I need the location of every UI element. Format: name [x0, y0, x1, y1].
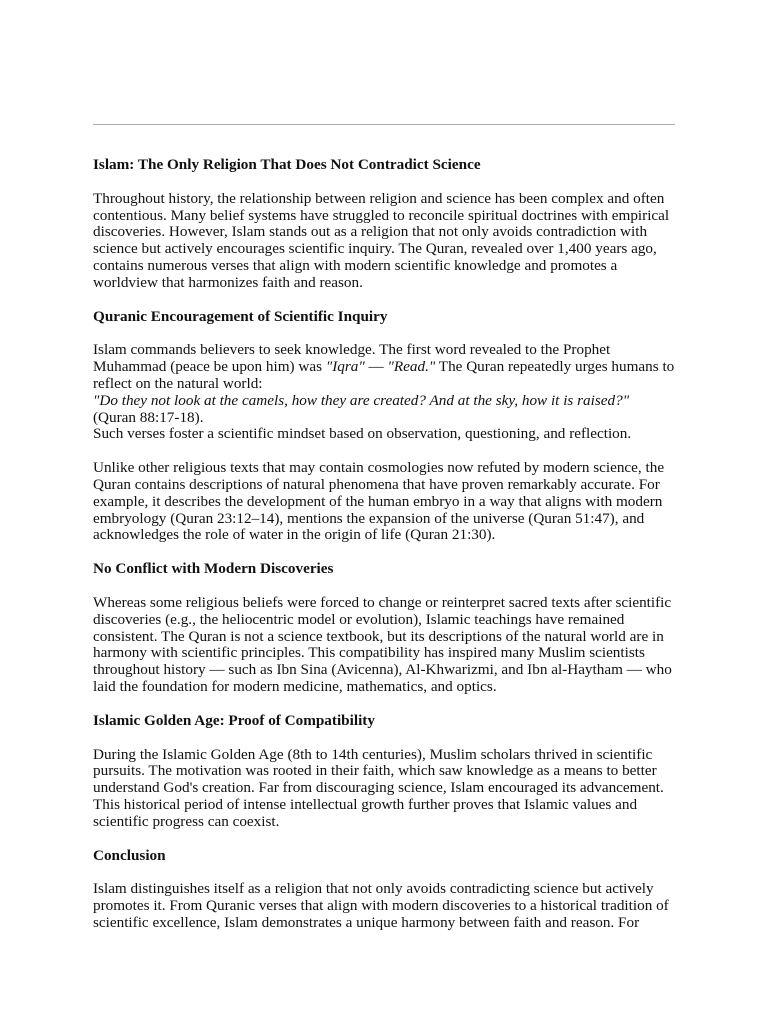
- verse-citation: (Quran 88:17-18).: [93, 408, 204, 426]
- paragraph-text: The Quran repeatedly urges humans to reflect on the natural world:: [93, 358, 675, 392]
- em-dash: —: [364, 358, 388, 376]
- section-heading-golden-age: Islamic Golden Age: Proof of Compatibility: [93, 711, 375, 729]
- section-heading-quranic-encouragement: Quranic Encouragement of Scientific Inquiry: [93, 307, 388, 325]
- read-quote: "Read.": [387, 358, 436, 376]
- paragraph-text: Islam commands believers to seek knowledge. The first word revealed to the Prophet Muhammad (peace be upon him) was: [93, 341, 611, 376]
- horizontal-rule: [93, 124, 675, 125]
- intro-paragraph: Throughout history, the relationship between religion and science has been complex and often contentious. Many belief systems have struggled to reconcile spiritual doctrines with empirical discoveries. However, Islam stands out as a religion that not only avoids contradiction with science but actively encourages scientific inquiry. The Quran, revealed over 1,400 years ago, contains numerous verses that align with modern scientific knowledge and promotes a worldview that harmonizes faith and reason.: [93, 189, 670, 291]
- document-body: [93, 157, 683, 949]
- natural-phenomena-paragraph: Unlike other religious texts that may contain cosmologies now refuted by modern science, the Quran contains descriptions of natural phenomena that have proven remarkably accurate. For example, it describes the development of the human embryo in a way that aligns with modern embryology (Quran 23:12–14), mentions the expansion of the universe (Quran 51:47), and acknowledges the role of water in the origin of life (Quran 21:30).: [93, 459, 665, 544]
- section-heading-no-conflict: No Conflict with Modern Discoveries: [93, 560, 334, 578]
- document-title: Islam: The Only Religion That Does Not Contradict Science: [93, 156, 481, 173]
- section-heading-conclusion: Conclusion: [93, 846, 166, 864]
- golden-age-paragraph: During the Islamic Golden Age (8th to 14th centuries), Muslim scholars thrived in scientific pursuits. The motivation was rooted in their faith, which saw knowledge as a means to better understand God's creation. Far from discouraging science, Islam encouraged its advancement. This historical period of intense intellectual growth further proves that Islamic values and scientific progress can coexist.: [93, 745, 664, 830]
- paragraph-text: Such verses foster a scientific mindset based on observation, questioning, and reflection.: [93, 425, 632, 443]
- conclusion-paragraph: Islam distinguishes itself as a religion that not only avoids contradicting science but actively promotes it. From Quranic verses that align with modern discoveries to a historical tradition of scientific excellence, Islam demonstrates a unique harmony between faith and reason. For: [93, 880, 669, 931]
- no-conflict-paragraph: Whereas some religious beliefs were forced to change or reinterpret sacred texts after scientific discoveries (e.g., the heliocentric model or evolution), Islamic teachings have remained consistent. The Quran is not a science textbook, but its descriptions of the natural world are in harmony with scientific principles. This compatibility has inspired many Muslim scientists throughout history — such as Ibn Sina (Avicenna), Al-Khwarizmi, and Ibn al-Haytham — who laid the foundation for modern medicine, mathematics, and optics.: [93, 593, 672, 695]
- verse-quote: "Do they not look at the camels, how they are created? And at the sky, how it is raised?": [93, 391, 630, 409]
- quranic-encouragement-paragraph: [93, 342, 683, 443]
- iqra-quote: "Iqra": [325, 358, 365, 376]
